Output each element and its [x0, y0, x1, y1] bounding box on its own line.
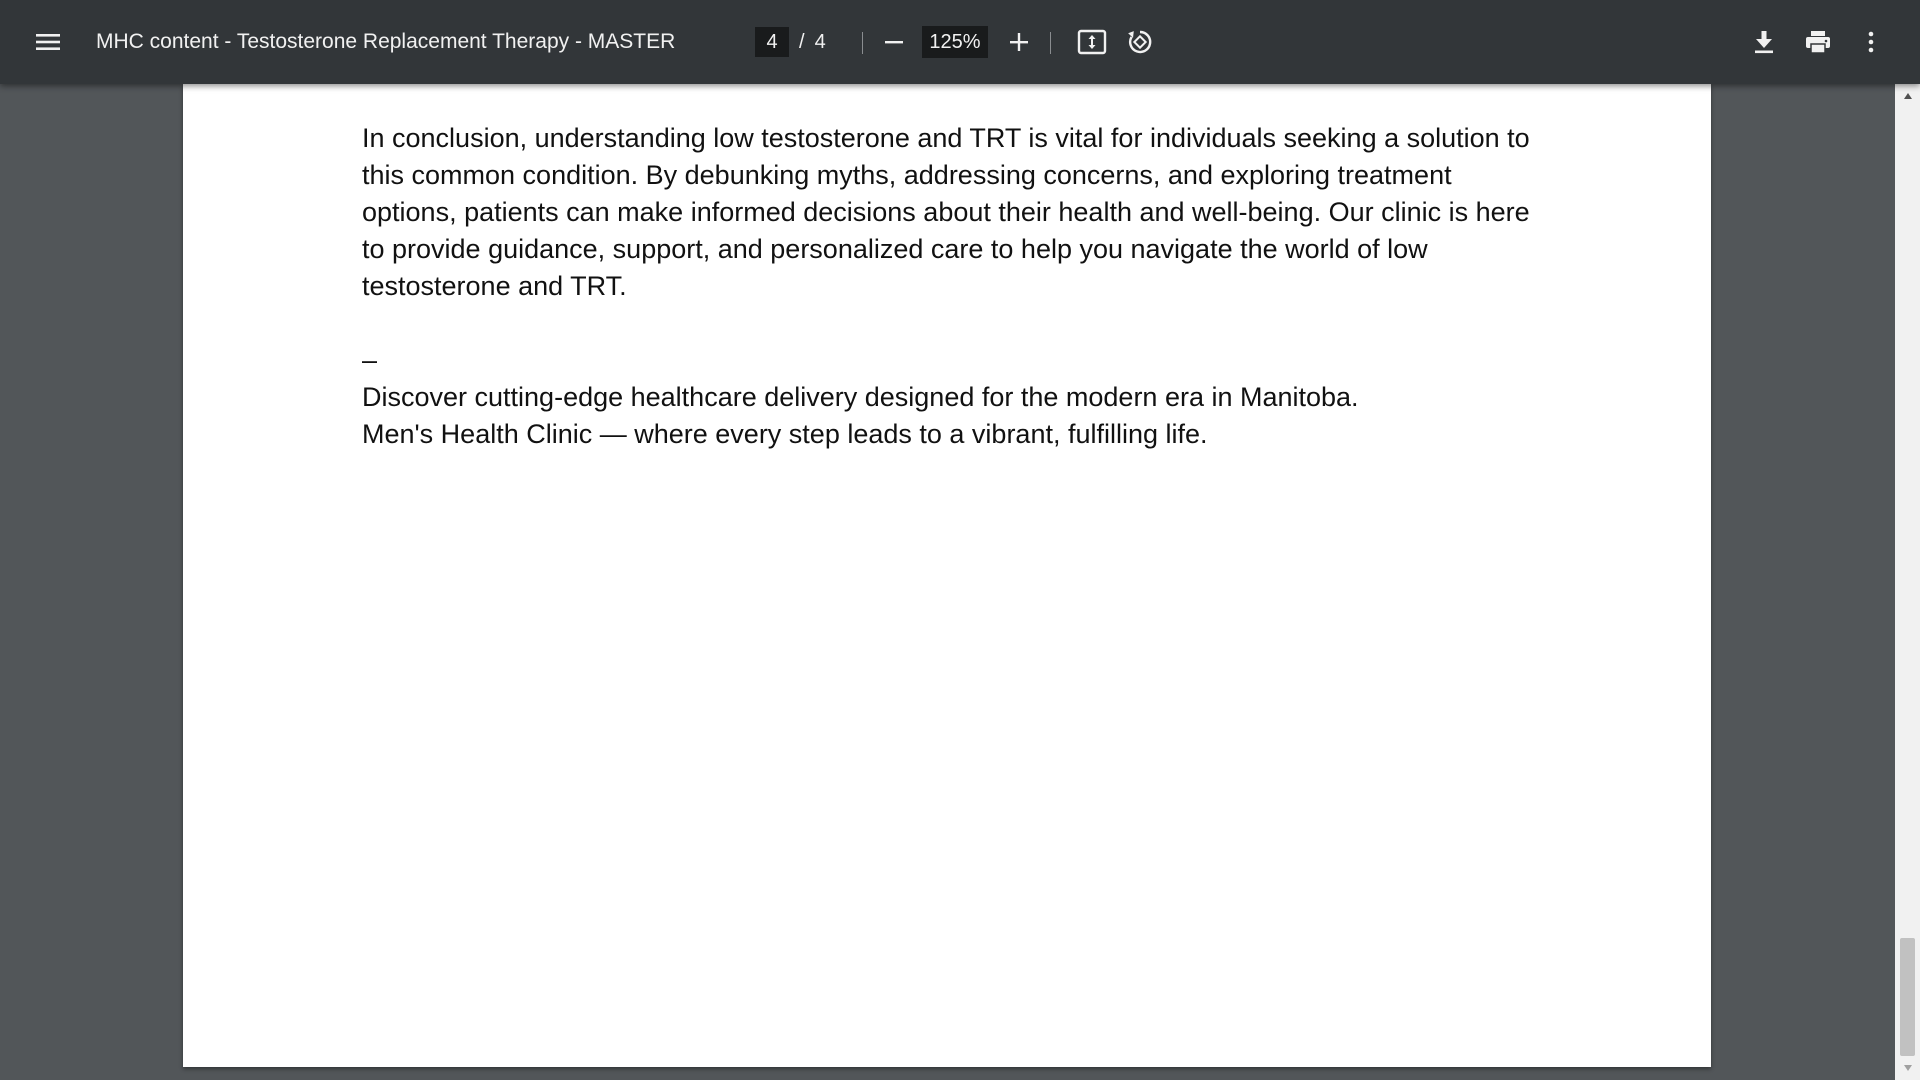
- document-title: MHC content - Testosterone Replacement Therapy - MASTER: [96, 30, 676, 53]
- fit-to-page-icon: [1077, 29, 1107, 55]
- fit-to-page-button[interactable]: [1068, 18, 1116, 66]
- scroll-up-arrow-icon[interactable]: [1895, 86, 1920, 106]
- download-button[interactable]: [1740, 18, 1788, 66]
- total-pages: 4: [814, 30, 826, 53]
- current-page-input[interactable]: [755, 27, 789, 57]
- zoom-in-button[interactable]: [995, 18, 1043, 66]
- page-content: [362, 120, 1562, 453]
- page-navigation: [755, 26, 826, 58]
- rotate-counterclockwise-icon: [1126, 28, 1154, 56]
- plus-icon: [1008, 31, 1030, 53]
- pdf-page: [183, 84, 1711, 1067]
- page-separator: /: [799, 30, 805, 53]
- rotate-button[interactable]: [1116, 18, 1164, 66]
- separator-dash: –: [362, 345, 378, 375]
- print-button[interactable]: [1794, 18, 1842, 66]
- closing-line-1: Discover cutting-edge healthcare delivery designed for the modern era in Manitoba.: [362, 382, 1359, 412]
- more-actions-button[interactable]: [1847, 18, 1895, 66]
- vertical-scrollbar[interactable]: [1895, 84, 1920, 1080]
- toolbar-divider: [862, 32, 863, 54]
- scroll-down-arrow-icon[interactable]: [1895, 1058, 1920, 1078]
- hamburger-menu-icon[interactable]: [24, 18, 72, 66]
- zoom-level-input[interactable]: [922, 26, 988, 58]
- download-icon: [1752, 29, 1776, 55]
- toolbar-divider: [1050, 32, 1051, 54]
- printer-icon: [1804, 29, 1832, 55]
- minus-icon: [883, 31, 905, 53]
- zoom-out-button[interactable]: [870, 18, 918, 66]
- conclusion-paragraph: In conclusion, understanding low testosterone and TRT is vital for individuals seeking a solution to this common condition. By debunking myths, addressing concerns, and exploring treatment options, patients can make informed decisions about their health and well-being. Our clinic is here to provide guidance, support, and personalized care to help you navigate the world of low testosterone and TRT.: [362, 123, 1530, 301]
- pdf-viewer: [0, 84, 1920, 1080]
- scrollbar-thumb[interactable]: [1900, 938, 1915, 1056]
- closing-line-2: Men's Health Clinic — where every step leads to a vibrant, fulfilling life.: [362, 419, 1208, 449]
- more-vertical-icon: [1867, 30, 1875, 54]
- pdf-toolbar: [0, 0, 1920, 84]
